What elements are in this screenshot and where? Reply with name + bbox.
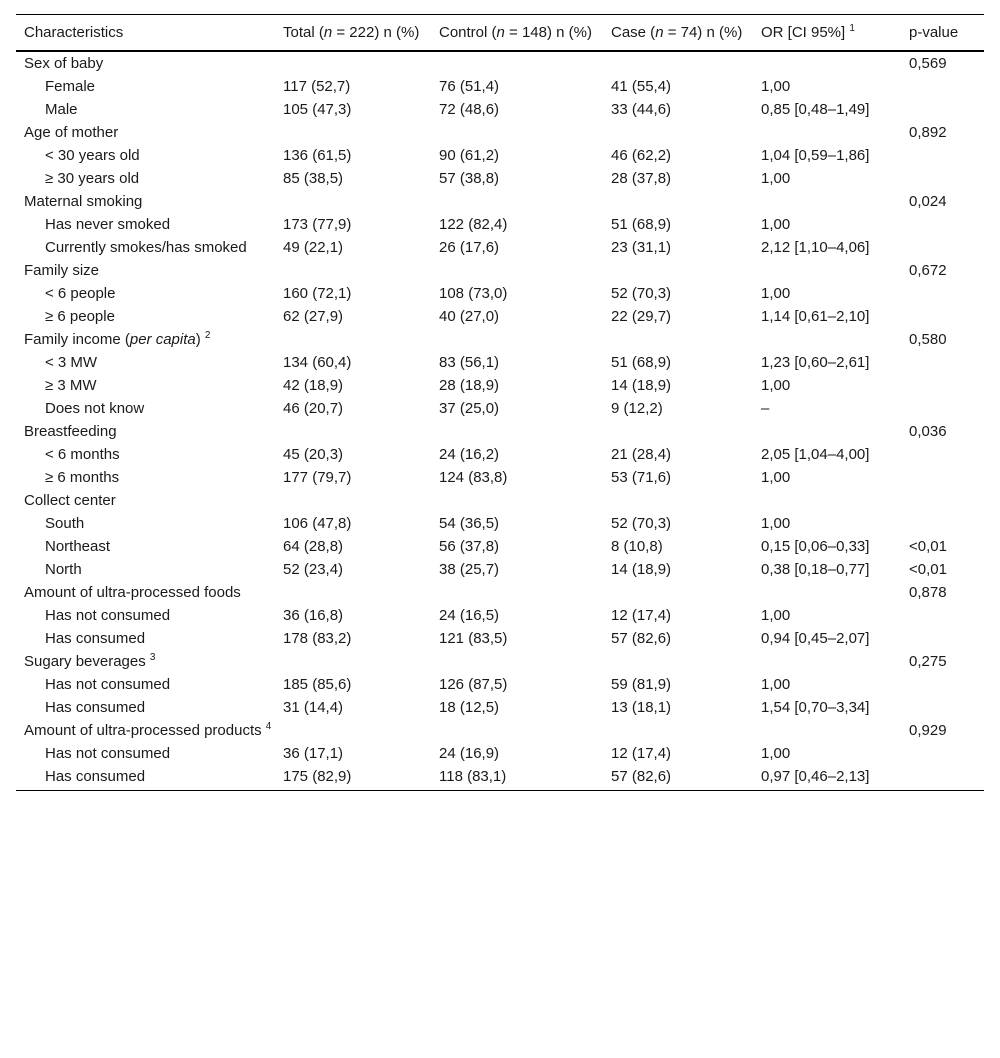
or-cell: 1,00 xyxy=(761,469,791,486)
table-row xyxy=(16,282,984,305)
group-label: Collect center xyxy=(24,492,116,509)
table-row xyxy=(16,397,984,420)
p-value-cell xyxy=(901,213,984,236)
or-cell: 1,00 xyxy=(761,216,791,233)
control-cell: 24 (16,5) xyxy=(439,607,500,624)
total-cell: 45 (20,3) xyxy=(283,446,344,463)
group-row xyxy=(16,259,984,282)
total-cell: 106 (47,8) xyxy=(283,515,352,532)
p-value-cell: 0,672 xyxy=(909,262,947,279)
p-value-cell: 0,036 xyxy=(909,423,947,440)
total-cell: 185 (85,6) xyxy=(283,676,352,693)
header-total: Total (n = 222) n (%) xyxy=(283,24,420,41)
or-cell: 1,14 [0,61–2,10] xyxy=(761,308,870,325)
control-cell: 28 (18,9) xyxy=(439,377,500,394)
row-label: ≥ 6 people xyxy=(45,308,115,325)
p-value-cell xyxy=(901,673,984,696)
table-row xyxy=(16,558,984,581)
case-cell: 59 (81,9) xyxy=(611,676,672,693)
or-cell: 1,04 [0,59–1,86] xyxy=(761,147,870,164)
group-row xyxy=(16,581,984,604)
case-cell: 51 (68,9) xyxy=(611,216,672,233)
or-cell: 1,00 xyxy=(761,377,791,394)
case-cell: 33 (44,6) xyxy=(611,101,672,118)
row-label: < 6 months xyxy=(45,446,120,463)
header-row xyxy=(16,15,984,52)
row-label: Has consumed xyxy=(45,768,146,785)
row-label: Northeast xyxy=(45,538,111,555)
or-cell: 2,12 [1,10–4,06] xyxy=(761,239,870,256)
group-label: Sugary beverages $^3$ xyxy=(24,652,156,670)
control-cell: 122 (82,4) xyxy=(439,216,508,233)
group-row xyxy=(16,420,984,443)
total-cell: 46 (20,7) xyxy=(283,400,344,417)
group-label: Sex of baby xyxy=(24,55,104,72)
group-row xyxy=(16,51,984,75)
total-cell: 36 (17,1) xyxy=(283,745,344,762)
row-label: Does not know xyxy=(45,400,145,417)
table-row xyxy=(16,98,984,121)
row-label: Currently smokes/has smoked xyxy=(45,239,247,256)
table-row xyxy=(16,443,984,466)
p-value-cell xyxy=(901,397,984,420)
total-cell: 105 (47,3) xyxy=(283,101,352,118)
total-cell: 31 (14,4) xyxy=(283,699,344,716)
row-label: North xyxy=(45,561,82,578)
row-label: Male xyxy=(45,101,78,118)
table-row xyxy=(16,512,984,535)
header-or: OR [CI 95%] $^1$ xyxy=(761,23,855,41)
p-value-cell: 0,878 xyxy=(909,584,947,601)
group-label: Maternal smoking xyxy=(24,193,143,210)
control-cell: 83 (56,1) xyxy=(439,354,500,371)
row-label: Has never smoked xyxy=(45,216,171,233)
or-cell: 0,97 [0,46–2,13] xyxy=(761,768,870,785)
or-cell: 1,00 xyxy=(761,607,791,624)
case-cell: 53 (71,6) xyxy=(611,469,672,486)
p-value-cell xyxy=(901,98,984,121)
table-row xyxy=(16,765,984,791)
row-label: < 3 MW xyxy=(45,354,98,371)
header-control: Control (n = 148) n (%) xyxy=(439,24,592,41)
group-label: Amount of ultra-processed foods xyxy=(24,584,241,601)
p-value-cell xyxy=(901,443,984,466)
control-cell: 90 (61,2) xyxy=(439,147,500,164)
header-characteristics: Characteristics xyxy=(24,24,124,41)
case-cell: 57 (82,6) xyxy=(611,630,672,647)
table-row xyxy=(16,604,984,627)
p-value-cell: 0,024 xyxy=(909,193,947,210)
table-row xyxy=(16,627,984,650)
p-value-cell xyxy=(901,489,984,512)
p-value-cell xyxy=(901,351,984,374)
case-cell: 14 (18,9) xyxy=(611,377,672,394)
p-value-cell xyxy=(901,765,984,791)
table-row xyxy=(16,351,984,374)
case-cell: 46 (62,2) xyxy=(611,147,672,164)
p-value-cell xyxy=(901,696,984,719)
control-cell: 18 (12,5) xyxy=(439,699,500,716)
total-cell: 36 (16,8) xyxy=(283,607,344,624)
p-value-cell: 0,929 xyxy=(909,722,947,739)
case-cell: 21 (28,4) xyxy=(611,446,672,463)
control-cell: 38 (25,7) xyxy=(439,561,500,578)
p-value-cell xyxy=(901,305,984,328)
table-row xyxy=(16,213,984,236)
or-cell: 0,94 [0,45–2,07] xyxy=(761,630,870,647)
control-cell: 126 (87,5) xyxy=(439,676,508,693)
table-row xyxy=(16,742,984,765)
row-label: Has not consumed xyxy=(45,607,171,624)
p-value-cell: 0,275 xyxy=(909,653,947,670)
p-value-cell xyxy=(901,236,984,259)
control-cell: 37 (25,0) xyxy=(439,400,500,417)
p-value-cell xyxy=(901,75,984,98)
row-label: Female xyxy=(45,78,96,95)
table-row xyxy=(16,673,984,696)
case-cell: 14 (18,9) xyxy=(611,561,672,578)
table-row xyxy=(16,696,984,719)
group-row xyxy=(16,650,984,673)
total-cell: 62 (27,9) xyxy=(283,308,344,325)
row-label: Has consumed xyxy=(45,630,146,647)
or-cell: 1,54 [0,70–3,34] xyxy=(761,699,870,716)
p-value-cell: <0,01 xyxy=(909,561,947,578)
control-cell: 24 (16,9) xyxy=(439,745,500,762)
row-label: Has not consumed xyxy=(45,745,171,762)
group-label: Breastfeeding xyxy=(24,423,117,440)
or-cell: 1,00 xyxy=(761,515,791,532)
table-row xyxy=(16,535,984,558)
group-row xyxy=(16,489,984,512)
table-row xyxy=(16,236,984,259)
row-label: ≥ 6 months xyxy=(45,469,120,486)
control-cell: 24 (16,2) xyxy=(439,446,500,463)
case-cell: 28 (37,8) xyxy=(611,170,672,187)
p-value-cell xyxy=(901,466,984,489)
control-cell: 108 (73,0) xyxy=(439,285,508,302)
total-cell: 134 (60,4) xyxy=(283,354,352,371)
total-cell: 117 (52,7) xyxy=(283,78,351,95)
p-value-cell xyxy=(901,374,984,397)
p-value-cell: 0,569 xyxy=(909,55,947,72)
group-label: Age of mother xyxy=(24,124,119,141)
or-cell: 1,23 [0,60–2,61] xyxy=(761,354,870,371)
characteristics-table xyxy=(16,14,984,791)
group-row xyxy=(16,121,984,144)
control-cell: 26 (17,6) xyxy=(439,239,500,256)
case-cell: 23 (31,1) xyxy=(611,239,672,256)
group-row xyxy=(16,328,984,351)
total-cell: 175 (82,9) xyxy=(283,768,352,785)
row-label: South xyxy=(45,515,85,532)
control-cell: 121 (83,5) xyxy=(439,630,508,647)
total-cell: 85 (38,5) xyxy=(283,170,344,187)
table-row xyxy=(16,374,984,397)
case-cell: 51 (68,9) xyxy=(611,354,672,371)
p-value-cell xyxy=(901,144,984,167)
row-label: ≥ 30 years old xyxy=(45,170,140,187)
total-cell: 136 (61,5) xyxy=(283,147,352,164)
row-label: < 30 years old xyxy=(45,147,140,164)
table-row xyxy=(16,75,984,98)
table-row xyxy=(16,167,984,190)
control-cell: 124 (83,8) xyxy=(439,469,508,486)
header-p-value: p-value xyxy=(909,24,959,41)
total-cell: 49 (22,1) xyxy=(283,239,344,256)
control-cell: 57 (38,8) xyxy=(439,170,500,187)
or-cell: 0,85 [0,48–1,49] xyxy=(761,101,870,118)
p-value-cell xyxy=(901,282,984,305)
case-cell: 13 (18,1) xyxy=(611,699,672,716)
header-case: Case (n = 74) n (%) xyxy=(611,24,743,41)
table-row xyxy=(16,305,984,328)
or-cell: – xyxy=(761,400,770,417)
or-cell: 1,00 xyxy=(761,676,791,693)
control-cell: 72 (48,6) xyxy=(439,101,500,118)
row-label: ≥ 3 MW xyxy=(45,377,97,394)
total-cell: 178 (83,2) xyxy=(283,630,352,647)
group-row xyxy=(16,719,984,742)
total-cell: 173 (77,9) xyxy=(283,216,352,233)
or-cell: 0,15 [0,06–0,33] xyxy=(761,538,870,555)
table-row xyxy=(16,144,984,167)
case-cell: 57 (82,6) xyxy=(611,768,672,785)
control-cell: 118 (83,1) xyxy=(439,768,507,785)
total-cell: 52 (23,4) xyxy=(283,561,344,578)
p-value-cell xyxy=(901,627,984,650)
control-cell: 76 (51,4) xyxy=(439,78,500,95)
or-cell: 1,00 xyxy=(761,745,791,762)
control-cell: 40 (27,0) xyxy=(439,308,500,325)
case-cell: 9 (12,2) xyxy=(611,400,663,417)
case-cell: 12 (17,4) xyxy=(611,745,672,762)
p-value-cell: 0,892 xyxy=(909,124,947,141)
case-cell: 8 (10,8) xyxy=(611,538,663,555)
or-cell: 1,00 xyxy=(761,285,791,302)
group-label: Family size xyxy=(24,262,100,279)
or-cell: 1,00 xyxy=(761,78,791,95)
control-cell: 56 (37,8) xyxy=(439,538,500,555)
table-body xyxy=(16,51,984,791)
case-cell: 52 (70,3) xyxy=(611,515,672,532)
row-label: Has not consumed xyxy=(45,676,171,693)
p-value-cell xyxy=(901,167,984,190)
total-cell: 177 (79,7) xyxy=(283,469,352,486)
p-value-cell xyxy=(901,604,984,627)
group-label: Amount of ultra-processed products $^4$ xyxy=(24,721,272,739)
case-cell: 12 (17,4) xyxy=(611,607,672,624)
total-cell: 160 (72,1) xyxy=(283,285,352,302)
p-value-cell xyxy=(901,742,984,765)
control-cell: 54 (36,5) xyxy=(439,515,500,532)
total-cell: 64 (28,8) xyxy=(283,538,344,555)
table-row xyxy=(16,466,984,489)
row-label: Has consumed xyxy=(45,699,146,716)
case-cell: 52 (70,3) xyxy=(611,285,672,302)
p-value-cell xyxy=(901,512,984,535)
row-label: < 6 people xyxy=(45,285,116,302)
total-cell: 42 (18,9) xyxy=(283,377,344,394)
p-value-cell: 0,580 xyxy=(909,331,947,348)
or-cell: 2,05 [1,04–4,00] xyxy=(761,446,870,463)
case-cell: 41 (55,4) xyxy=(611,78,672,95)
group-row xyxy=(16,190,984,213)
or-cell: 1,00 xyxy=(761,170,791,187)
group-label: Family income (per capita) $^2$ xyxy=(24,330,211,348)
p-value-cell: <0,01 xyxy=(909,538,947,555)
or-cell: 0,38 [0,18–0,77] xyxy=(761,561,870,578)
case-cell: 22 (29,7) xyxy=(611,308,672,325)
